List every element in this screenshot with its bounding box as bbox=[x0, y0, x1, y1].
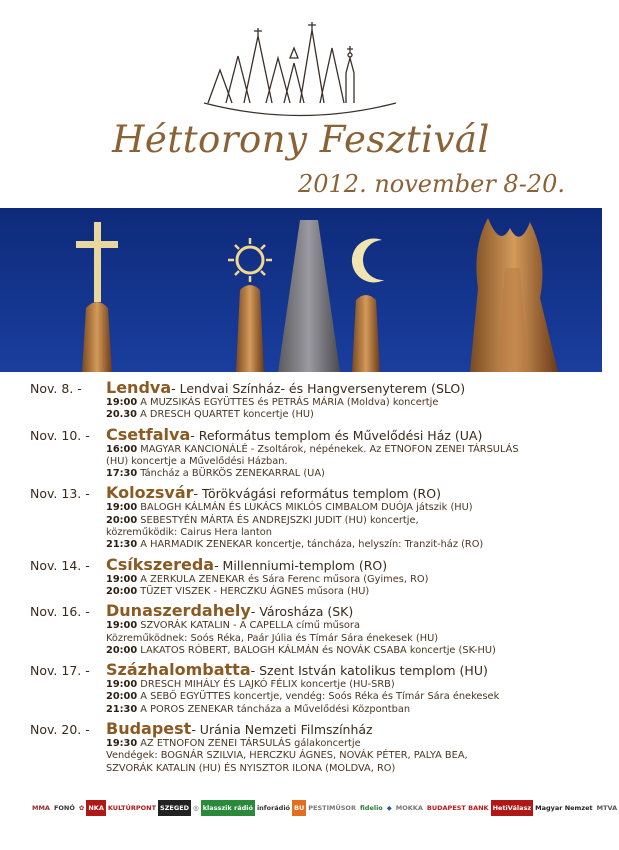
sponsor-logo: klasszik rádió bbox=[201, 800, 255, 816]
event-line bbox=[106, 515, 590, 527]
event-venue: - Uránia Nemzeti Filmszínház bbox=[191, 722, 373, 738]
event-line bbox=[106, 704, 590, 716]
event-lines bbox=[30, 502, 590, 551]
event-time: 20.30 bbox=[106, 409, 137, 421]
event-text: A ZERKULA ZENEKAR és Sára Ferenc műsora (Gyimes, RO) bbox=[137, 573, 429, 585]
event-text: SZVORÁK KATALIN - A CAPELLA című műsora bbox=[137, 620, 360, 632]
event-time: 17:30 bbox=[106, 468, 138, 480]
event-city: Dunaszerdahely bbox=[106, 601, 251, 621]
event-item bbox=[30, 719, 590, 775]
event-time: 20:00 bbox=[106, 514, 138, 526]
event-time: 19:00 bbox=[106, 573, 138, 585]
sponsor-logo: PESTIMŰSOR bbox=[308, 804, 356, 812]
event-venue: - Lendvai Színház- és Hangversenyterem (SLO) bbox=[171, 381, 466, 396]
event-venue: - Törökvágási református templom (RO) bbox=[193, 486, 441, 502]
program-list bbox=[30, 378, 590, 778]
event-lines bbox=[30, 620, 590, 657]
event-date: Nov. 8. - bbox=[30, 381, 82, 396]
event-line bbox=[106, 539, 590, 551]
sponsor-logo: SZEGED bbox=[158, 800, 191, 816]
event-time: 19:00 bbox=[106, 679, 138, 691]
event-venue: - Millenniumi-templom (RO) bbox=[214, 557, 388, 573]
event-line bbox=[106, 574, 590, 586]
event-city: Kolozsvár bbox=[106, 483, 194, 503]
event-text: A DRESCH QUARTET koncertje (HU) bbox=[137, 409, 314, 421]
event-lines bbox=[30, 444, 590, 481]
event-header bbox=[30, 483, 590, 502]
event-header bbox=[30, 425, 590, 444]
event-text: Táncház a BÜRKÖS ZENEKARRAL (UA) bbox=[137, 468, 325, 480]
event-text: SEBESTYÉN MÁRTA ÉS ANDREJSZKI JUDIT (HU) koncertje, bbox=[137, 514, 419, 526]
event-city: Csíkszereda bbox=[106, 554, 215, 574]
event-text: DRESCH MIHÁLY ÉS LAJKÓ FÉLIX koncertje (HU-SRB) bbox=[137, 679, 395, 691]
event-text: SZVORÁK KATALIN (HU) ÉS NYISZTOR ILONA (MOLDVA, RO) bbox=[106, 762, 396, 774]
seven-towers-logo bbox=[200, 18, 400, 118]
event-text: A MUZSIKÁS EGYÜTTES és PETRÁS MÁRIA (Moldva) koncertje bbox=[137, 397, 439, 408]
event-line bbox=[106, 738, 590, 750]
sponsor-logo: ✿ bbox=[78, 804, 85, 812]
event-time: 21:30 bbox=[106, 703, 138, 715]
event-time: 20:00 bbox=[106, 644, 138, 656]
event-date: Nov. 20. - bbox=[30, 722, 90, 738]
event-item bbox=[30, 425, 590, 481]
event-header bbox=[30, 601, 590, 620]
sponsor-logo: NKA bbox=[86, 800, 106, 816]
sponsor-logo: MMA bbox=[32, 804, 50, 812]
event-line bbox=[106, 527, 590, 539]
event-line bbox=[106, 409, 590, 421]
event-text: LAKATOS RÓBERT, BALOGH KÁLMÁN és NOVÁK CSABA koncertje (SK-HU) bbox=[137, 644, 496, 656]
event-city: Csetfalva bbox=[106, 424, 191, 444]
event-line bbox=[106, 586, 590, 598]
sponsor-logo: BUDAPEST BANK bbox=[426, 804, 489, 812]
event-time: 20:00 bbox=[106, 585, 138, 597]
event-text: (HU) koncertje a Művelődési Házban. bbox=[106, 455, 288, 467]
event-text: Közreműködnek: Soós Réka, Paár Júlia és Tímár Sára énekesek (HU) bbox=[106, 632, 439, 644]
sponsor-logo: fidelio bbox=[359, 804, 383, 812]
event-header bbox=[30, 660, 590, 679]
tower-spires-image bbox=[0, 208, 602, 372]
sponsor-logo: inforádió bbox=[256, 804, 291, 812]
event-header bbox=[30, 719, 590, 738]
event-text: A SEBŐ EGYÜTTES koncertje, vendég: Soós Réka és Tímár Sára énekesek bbox=[137, 691, 500, 703]
sponsor-logo: MTVA bbox=[596, 804, 618, 812]
event-time: 20:00 bbox=[106, 691, 138, 703]
sponsor-logos bbox=[30, 796, 618, 820]
event-time: 19:00 bbox=[106, 397, 138, 408]
tower-photo-banner bbox=[0, 208, 602, 372]
event-line bbox=[106, 444, 590, 456]
event-date: Nov. 14. - bbox=[30, 557, 90, 573]
event-lines bbox=[30, 679, 590, 716]
event-item bbox=[30, 601, 590, 657]
event-line bbox=[106, 620, 590, 632]
header bbox=[0, 0, 602, 208]
event-item bbox=[30, 483, 590, 551]
event-time: 19:00 bbox=[106, 502, 138, 514]
event-item bbox=[30, 660, 590, 716]
event-line bbox=[106, 679, 590, 691]
event-venue: - Városháza (SK) bbox=[250, 604, 354, 620]
event-date: Nov. 10. - bbox=[30, 427, 90, 443]
event-text: AZ ETNOFON ZENEI TÁRSULÁS gálakoncertje bbox=[137, 738, 361, 750]
event-line bbox=[106, 456, 590, 468]
event-line bbox=[106, 763, 590, 775]
event-line bbox=[106, 397, 590, 409]
event-item bbox=[30, 378, 590, 422]
sponsor-logo: Magyar Nemzet bbox=[535, 804, 593, 812]
event-city: Budapest bbox=[106, 719, 192, 739]
festival-dates: 2012. november 8-20. bbox=[298, 170, 565, 198]
event-header bbox=[30, 378, 590, 397]
sponsor-logo: ◆ bbox=[386, 804, 392, 812]
event-line bbox=[106, 502, 590, 514]
event-text: A POROS ZENEKAR táncháza a Művelődési Központban bbox=[137, 703, 411, 715]
event-line bbox=[106, 750, 590, 762]
event-time: 21:30 bbox=[106, 539, 138, 551]
event-text: BALOGH KÁLMÁN ÉS LUKÁCS MIKLÓS CIMBALOM DUÓJA játszik (HU) bbox=[137, 502, 473, 514]
event-time: 19:00 bbox=[106, 620, 138, 632]
event-line bbox=[106, 633, 590, 645]
event-line bbox=[106, 468, 590, 480]
sponsor-logo: FONÓ bbox=[53, 804, 75, 812]
event-item bbox=[30, 555, 590, 599]
event-time: 16:00 bbox=[106, 443, 138, 455]
event-text: közreműködik: Cairus Hera lanton bbox=[106, 527, 272, 539]
event-venue: - Református templom és Művelődési Ház (UA) bbox=[190, 427, 483, 443]
sponsor-logo: MOKKA bbox=[395, 804, 423, 812]
event-text: MAGYAR KANCIONÁLÉ - Zsoltárok, népénekek. Az ETNOFON ZENEI TÁRSULÁS bbox=[137, 443, 519, 455]
festival-title: Héttorony Fesztivál bbox=[112, 118, 490, 161]
event-city: Lendva bbox=[106, 378, 172, 397]
event-date: Nov. 17. - bbox=[30, 663, 90, 679]
event-line bbox=[106, 645, 590, 657]
event-text: A HARMADIK ZENEKAR koncertje, táncháza, helyszín: Tranzit-ház (RO) bbox=[137, 539, 484, 551]
event-venue: - Szent István katolikus templom (HU) bbox=[250, 663, 488, 679]
event-lines bbox=[30, 738, 590, 775]
sponsor-logo: KULTÚRPONT bbox=[107, 804, 157, 812]
event-city: Százhalombatta bbox=[106, 660, 251, 680]
event-lines bbox=[30, 574, 590, 599]
event-text: Vendégek: BOGNÁR SZILVIA, HERCZKU ÁGNES, NOVÁK PÉTER, PALYA BEA, bbox=[106, 750, 468, 762]
event-time: 19:30 bbox=[106, 738, 138, 750]
event-date: Nov. 13. - bbox=[30, 486, 90, 502]
event-lines bbox=[30, 397, 590, 422]
event-text: TÜZET VISZEK - HERCZKU ÁGNES műsora (HU) bbox=[137, 585, 370, 597]
sponsor-logo: HetiVálasz bbox=[491, 800, 534, 816]
event-date: Nov. 16. - bbox=[30, 604, 90, 620]
sponsor-logo: BU bbox=[292, 800, 306, 816]
event-line bbox=[106, 691, 590, 703]
sponsor-logo: ◎ bbox=[193, 804, 199, 812]
event-header bbox=[30, 555, 590, 574]
